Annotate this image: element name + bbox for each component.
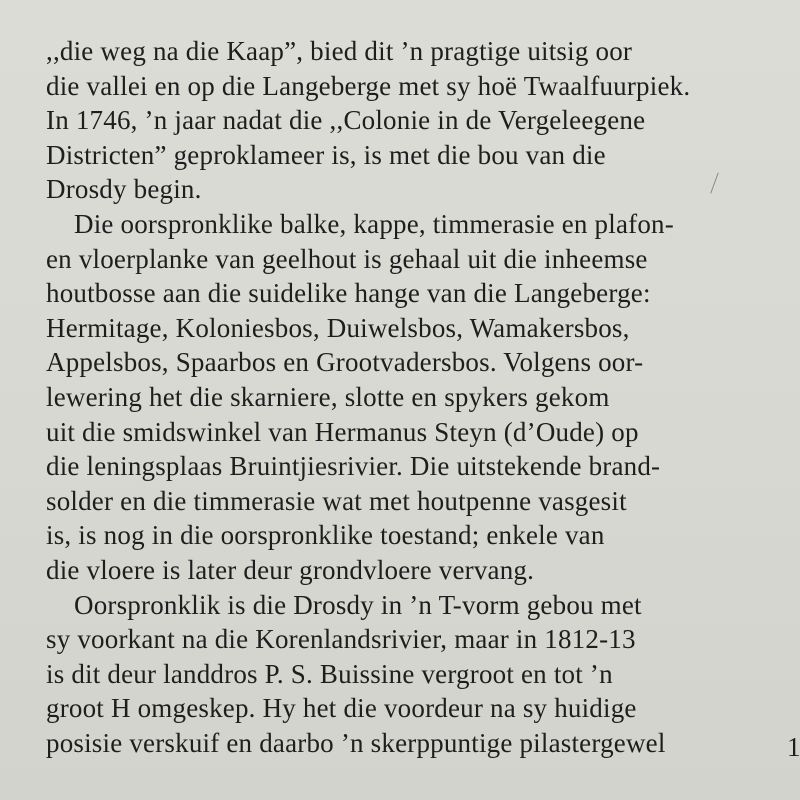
text-line: die vallei en op die Langeberge met sy hoë Twaalfuurpiek. (46, 70, 691, 101)
text-line: groot H omgeskep. Hy het die voordeur na sy huidige (46, 693, 637, 724)
text-line: Drosdy begin. (46, 174, 202, 205)
text-line: die leningsplaas Bruintjiesrivier. Die uitstekende brand- (46, 451, 661, 482)
text-line: Districten” geproklameer is, is met die bou van die (46, 139, 606, 170)
text-line: die vloere is later deur grondvloere vervang. (46, 554, 535, 585)
text-line: uit die smidswinkel van Hermanus Steyn (d’Oude) op (46, 416, 639, 447)
text-line: en vloerplanke van geelhout is gehaal uit die inheemse (46, 243, 648, 274)
page-number: 1 (787, 732, 800, 762)
text-line: sy voorkant na die Korenlandsrivier, maar in 1812-13 (46, 624, 636, 655)
text-line: Appelsbos, Spaarbos en Grootvadersbos. Volgens oor- (46, 347, 644, 378)
text-line: Hermitage, Koloniesbos, Duiwelsbos, Wamakersbos, (46, 312, 630, 343)
text-line: is, is nog in die oorspronklike toestand; enkele van (46, 520, 605, 551)
text-line: Oorspronklik is die Drosdy in ’n T-vorm gebou met (74, 589, 642, 620)
text-line: In 1746, ’n jaar nadat die ,,Colonie in de Vergeleegene (46, 105, 646, 136)
text-line: lewering het die skarniere, slotte en spykers gekom (46, 381, 610, 412)
text-line: posisie verskuif en daarbo ’n skerppuntige pilastergewel (46, 727, 666, 758)
text-line: ,,die weg na die Kaap”, bied dit ’n pragtige uitsig oor (46, 36, 633, 66)
body-text (46, 34, 794, 760)
text-line: solder en die timmerasie wat met houtpenne vasgesit (46, 485, 627, 516)
text-line: houtbosse aan die suidelike hange van die Langeberge: (46, 278, 651, 309)
text-line: is dit deur landdros P. S. Buissine vergroot en tot ’n (46, 658, 613, 689)
text-line: Die oorspronklike balke, kappe, timmerasie en plafon- (74, 208, 674, 239)
